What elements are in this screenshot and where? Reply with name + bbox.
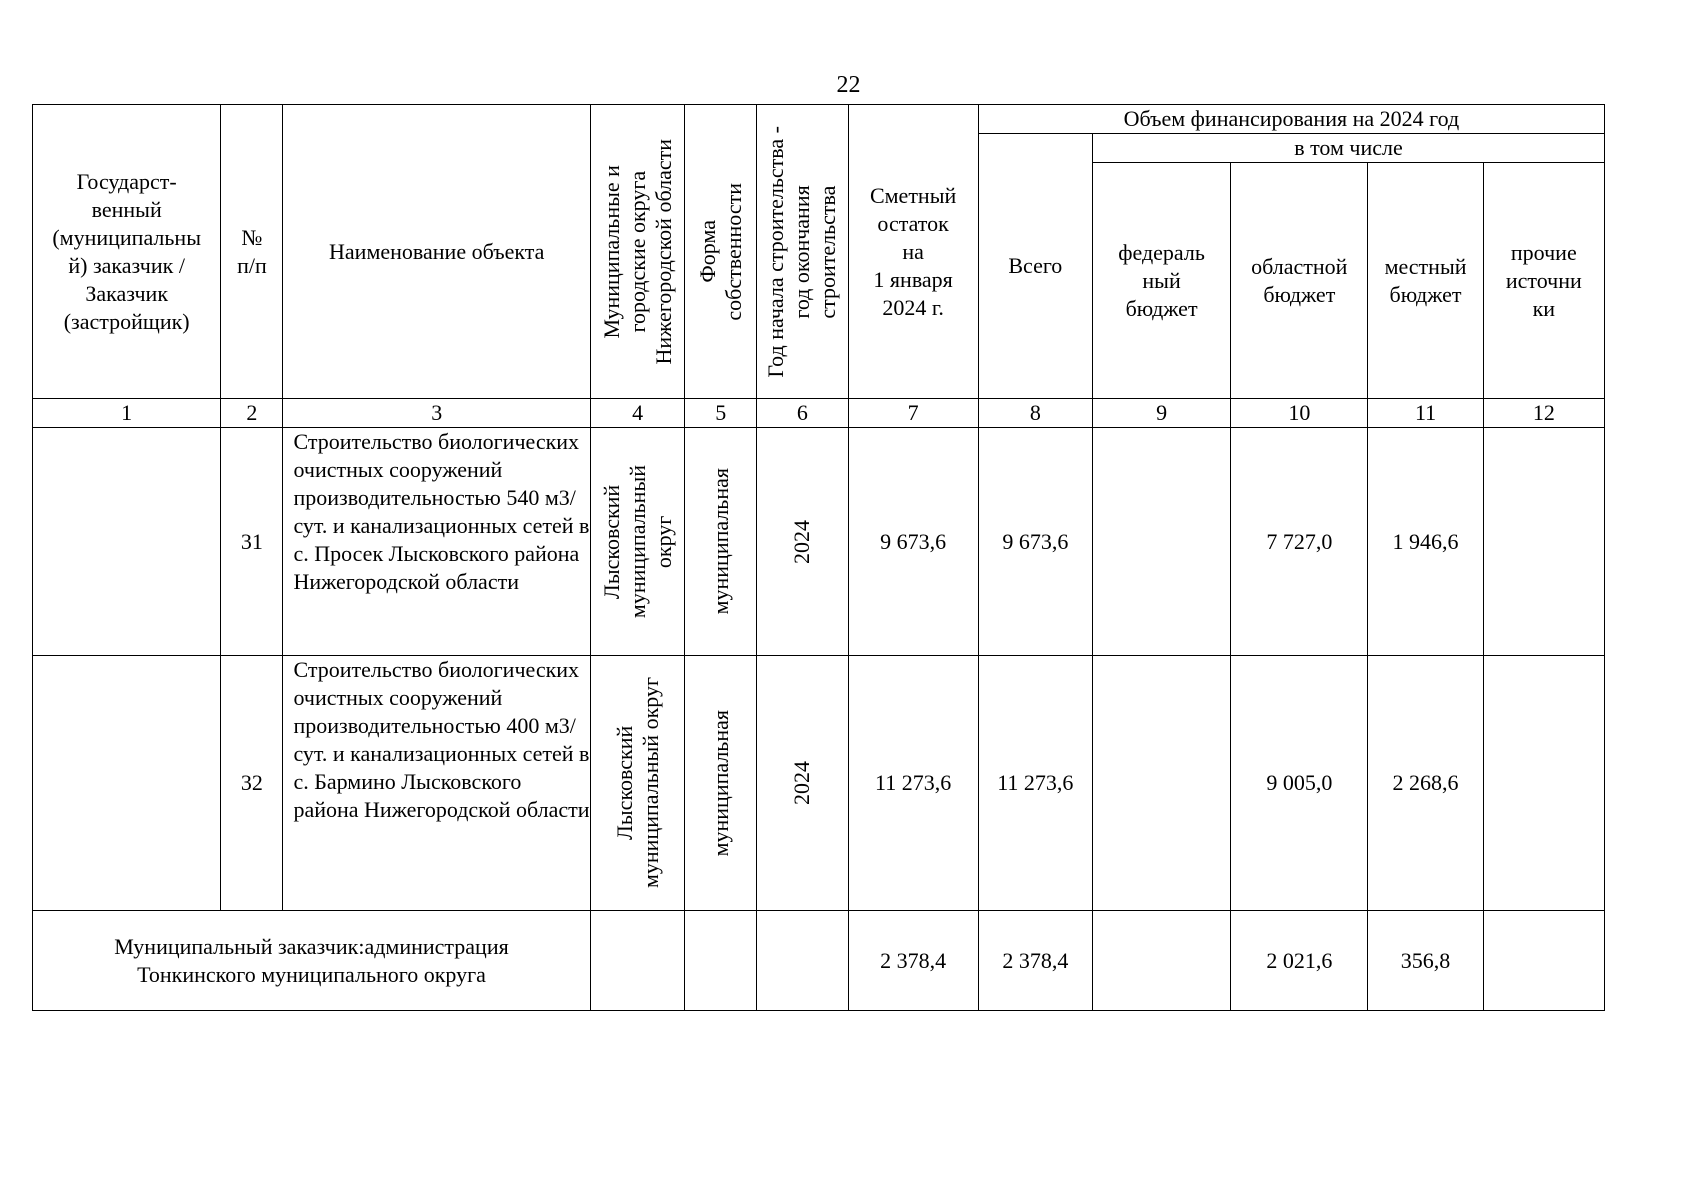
row-customer (33, 656, 221, 911)
row-district: Лысковский муниципальный округ (611, 677, 663, 889)
row-years-cell (757, 656, 848, 911)
summary-label: Муниципальный заказчик:администрация Тонкинского муниципального округа (33, 911, 591, 1011)
row-ownership-cell (685, 656, 757, 911)
row-total: 11 273,6 (978, 656, 1092, 911)
row-estimate-balance: 11 273,6 (848, 656, 978, 911)
header-regional: областной бюджет (1231, 163, 1368, 399)
summary-row (33, 911, 1605, 1011)
row-federal (1092, 428, 1230, 656)
row-ownership-cell (685, 428, 757, 656)
header-years-cell (757, 105, 848, 399)
table-row (33, 656, 1605, 911)
header-financing-title: Объем финансирования на 2024 год (978, 105, 1604, 134)
column-number: 12 (1483, 399, 1604, 428)
row-object-name: Строительство биологических очистных сооружений производительностью 540 м3/сут. и канализационных сетей в с. Просек Лысковского района Нижегородской области (283, 428, 591, 656)
row-ownership: муниципальная (707, 468, 733, 615)
row-district-cell (591, 428, 685, 656)
row-number: 31 (221, 428, 283, 656)
row-years: 2024 (789, 519, 815, 564)
column-number: 1 (33, 399, 221, 428)
header-district-cell (591, 105, 685, 399)
summary-estimate-balance: 2 378,4 (848, 911, 978, 1011)
row-ownership: муниципальная (707, 709, 733, 857)
summary-federal (1092, 911, 1230, 1011)
summary-regional: 2 021,6 (1231, 911, 1368, 1011)
header-estimate-balance: Сметный остаток на 1 января 2024 г. (848, 105, 978, 399)
header-total: Всего (978, 134, 1092, 399)
summary-years (757, 911, 848, 1011)
header-ownership: Форма собственности (694, 182, 746, 321)
header-row-number: № п/п (221, 105, 283, 399)
row-total: 9 673,6 (978, 428, 1092, 656)
header-object-name: Наименование объекта (283, 105, 591, 399)
column-number: 2 (221, 399, 283, 428)
header-including: в том числе (1092, 134, 1604, 163)
row-regional: 7 727,0 (1231, 428, 1368, 656)
summary-local: 356,8 (1368, 911, 1483, 1011)
column-number: 11 (1368, 399, 1483, 428)
column-number: 6 (757, 399, 848, 428)
column-number: 4 (591, 399, 685, 428)
header-district: Муниципальные и городские округа Нижегородской области (598, 138, 676, 365)
row-years-cell (757, 428, 848, 656)
row-regional: 9 005,0 (1231, 656, 1368, 911)
row-local: 2 268,6 (1368, 656, 1483, 911)
summary-other (1483, 911, 1604, 1011)
row-estimate-balance: 9 673,6 (848, 428, 978, 656)
page-number: 22 (836, 72, 861, 98)
header-federal: федераль ный бюджет (1092, 163, 1230, 399)
header-customer: Государст- венный (муниципальны й) заказчик / Заказчик (застройщик) (33, 105, 221, 399)
row-customer (33, 428, 221, 656)
row-other (1483, 428, 1604, 656)
column-number: 3 (283, 399, 591, 428)
column-number: 10 (1231, 399, 1368, 428)
row-number: 32 (221, 656, 283, 911)
column-number: 9 (1092, 399, 1230, 428)
column-number: 8 (978, 399, 1092, 428)
row-years: 2024 (789, 761, 815, 805)
row-object-name: Строительство биологических очистных сооружений производительностью 400 м3/сут. и канализационных сетей в с. Бармино Лысковского района Нижегородской области (283, 656, 591, 911)
row-district-cell (591, 656, 685, 911)
row-federal (1092, 656, 1230, 911)
column-number: 5 (685, 399, 757, 428)
header-ownership-cell (685, 105, 757, 399)
summary-ownership (685, 911, 757, 1011)
row-other (1483, 656, 1604, 911)
header-local: местный бюджет (1368, 163, 1483, 399)
row-local: 1 946,6 (1368, 428, 1483, 656)
column-number: 7 (848, 399, 978, 428)
financing-table (32, 104, 1605, 1011)
table-row (33, 428, 1605, 656)
header-other: прочие источни ки (1483, 163, 1604, 399)
summary-district (591, 911, 685, 1011)
summary-total: 2 378,4 (978, 911, 1092, 1011)
row-district: Лысковский муниципальный округ (598, 464, 676, 619)
header-years: Год начала строительства - год окончания строительства (763, 125, 841, 378)
